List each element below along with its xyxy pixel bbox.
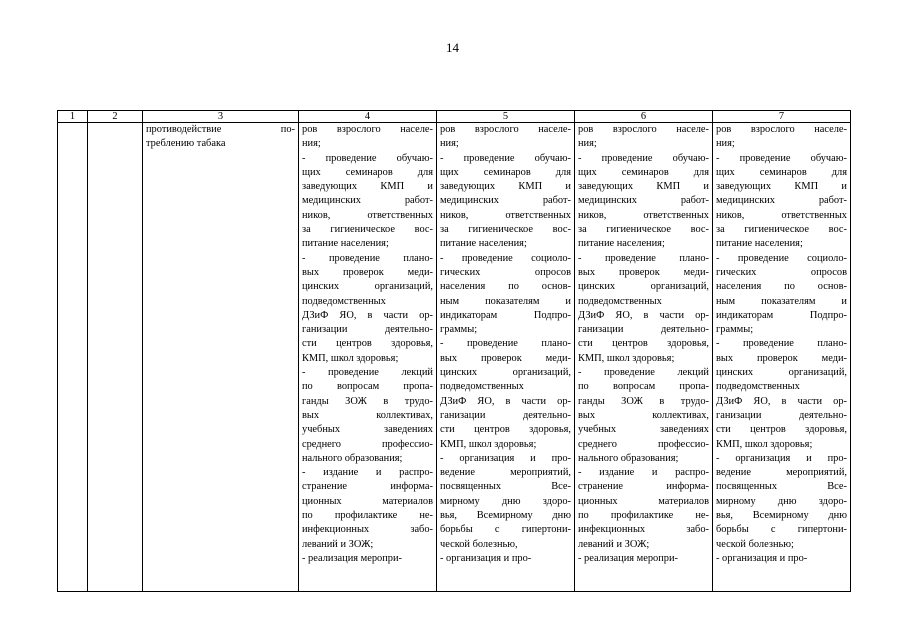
cell-text-line: щих семинаров для	[578, 166, 709, 178]
cell-col-1	[58, 123, 88, 592]
cell-text-line: ния;	[302, 138, 321, 150]
cell-text-line: по вопросам пропа-	[578, 381, 709, 393]
cell-text-line: - проведение обучаю-	[716, 152, 847, 164]
cell-col-4	[299, 123, 437, 592]
header-cell-6: 6	[575, 111, 713, 123]
cell-text-line: ционных материалов	[578, 495, 709, 507]
cell-text-line: борьбы с гипертони-	[716, 524, 847, 536]
cell-text-line: заведующих КМП и	[578, 181, 709, 193]
header-cell-4: 4	[299, 111, 437, 123]
cell-text-line: инфекционных забо-	[302, 524, 433, 536]
cell-text-line: цинских организаций,	[302, 281, 433, 293]
cell-text-line: - издание и распро-	[578, 467, 709, 479]
cell-text-line: странение информа-	[302, 481, 433, 493]
cell-text-line: среднего профессио-	[302, 438, 433, 450]
cell-text-line: сти центров здоровья,	[578, 338, 709, 350]
cell-text-line: ганизации деятельно-	[578, 324, 709, 336]
cell-col-2	[88, 123, 143, 592]
cell-text-line: по вопросам пропа-	[302, 381, 433, 393]
cell-text-line: ния;	[716, 138, 735, 150]
cell-text-line: КМП, школ здоровья;	[716, 438, 813, 450]
cell-text-line: ганды ЗОЖ в трудо-	[302, 395, 433, 407]
cell-text-line: щих семинаров для	[440, 166, 571, 178]
table-row	[58, 123, 851, 592]
header-cell-7: 7	[713, 111, 851, 123]
cell-text-line: ров взрослого населе-	[302, 124, 433, 135]
cell-text-line: - реализация меропри-	[578, 552, 679, 564]
cell-text-line: ров взрослого населе-	[578, 124, 709, 135]
cell-col-5	[437, 123, 575, 592]
cell-text-line: вых проверок меди-	[440, 352, 571, 364]
cell-text-line: ганизации деятельно-	[716, 409, 847, 421]
cell-text-line: за гигиеническое вос-	[716, 224, 847, 236]
header-cell-1: 1	[58, 111, 88, 123]
cell-text-line: мирному дню здоро-	[716, 495, 847, 507]
cell-text-line: заведующих КМП и	[302, 181, 433, 193]
cell-text-line: - проведение плано-	[440, 338, 571, 350]
cell-text-line: населения по основ-	[440, 281, 571, 293]
cell-text-line: среднего профессио-	[578, 438, 709, 450]
cell-text-line: КМП, школ здоровья;	[578, 352, 675, 364]
cell-text-line: за гигиеническое вос-	[440, 224, 571, 236]
cell-text-line: граммы;	[440, 324, 478, 336]
page-number: 14	[446, 40, 459, 55]
cell-text-line: медицинских работ-	[578, 195, 709, 207]
cell-text-line: учебных заведениях	[302, 424, 433, 436]
cell-text-line: ческой болезнью,	[440, 538, 518, 550]
cell-text-line: - проведение плано-	[578, 252, 709, 264]
cell-text-line: - организация и про-	[440, 552, 532, 564]
cell-text-line: ганды ЗОЖ в трудо-	[578, 395, 709, 407]
cell-text-line: КМП, школ здоровья;	[302, 352, 399, 364]
cell-text-line: питание населения;	[440, 238, 527, 250]
cell-text-line: индикаторам Подпро-	[440, 309, 571, 321]
cell-text-line: медицинских работ-	[440, 195, 571, 207]
cell-text-line: вых проверок меди-	[302, 266, 433, 278]
cell-text-line: вых проверок меди-	[716, 352, 847, 364]
cell-text-line: ведение мероприятий,	[440, 467, 571, 479]
cell-text-line: гических опросов	[716, 266, 847, 278]
cell-text-line: ДЗиФ ЯО, в части ор-	[440, 395, 571, 407]
cell-text-line: заведующих КМП и	[716, 181, 847, 193]
cell-text-line: - проведение обучаю-	[302, 152, 433, 164]
cell-text-line: вых проверок меди-	[578, 266, 709, 278]
cell-col-7	[713, 123, 851, 592]
cell-text-line: странение информа-	[578, 481, 709, 493]
cell-text-line: треблению табака	[146, 138, 226, 150]
cell-text-line: по профилактике не-	[302, 510, 433, 522]
cell-col-6	[575, 123, 713, 592]
cell-text-line: посвященных Все-	[440, 481, 571, 493]
cell-text-line: сти центров здоровья,	[440, 424, 571, 436]
cell-text-line: цинских организаций,	[716, 367, 847, 379]
cell-text-line: нального образования;	[302, 452, 403, 464]
cell-text-line: сти центров здоровья,	[302, 338, 433, 350]
cell-text-line: нального образования;	[578, 452, 679, 464]
cell-col-3	[143, 123, 299, 592]
cell-text-line: ческой болезнью;	[716, 538, 794, 550]
cell-text-line: ным показателям и	[440, 295, 571, 307]
cell-text-line: ДЗиФ ЯО, в части ор-	[578, 309, 709, 321]
cell-text-line: ДЗиФ ЯО, в части ор-	[716, 395, 847, 407]
cell-text-line: ния;	[578, 138, 597, 150]
cell-text-line: цинских организаций,	[440, 367, 571, 379]
cell-text-line: - издание и распро-	[302, 467, 433, 479]
cell-text-line: - проведение обучаю-	[440, 152, 571, 164]
cell-text-line: заведующих КМП и	[440, 181, 571, 193]
cell-text-line: ников, ответственных	[578, 209, 709, 221]
cell-text-line: подведомственных	[716, 381, 800, 393]
cell-text-line: ДЗиФ ЯО, в части ор-	[302, 309, 433, 321]
header-cell-5: 5	[437, 111, 575, 123]
cell-text-line: за гигиеническое вос-	[302, 224, 433, 236]
cell-text-line: вых коллективах,	[578, 409, 709, 421]
cell-text-line: сти центров здоровья,	[716, 424, 847, 436]
cell-text-line: вых коллективах,	[302, 409, 433, 421]
cell-text-line: мирному дню здоро-	[440, 495, 571, 507]
header-cell-3: 3	[143, 111, 299, 123]
cell-text-line: - проведение плано-	[716, 338, 847, 350]
cell-text-line: борьбы с гипертони-	[440, 524, 571, 536]
cell-text-line: медицинских работ-	[716, 195, 847, 207]
cell-text-line: цинских организаций,	[578, 281, 709, 293]
cell-text-line: ников, ответственных	[716, 209, 847, 221]
cell-text-line: - организация и про-	[716, 552, 808, 564]
cell-text-line: щих семинаров для	[716, 166, 847, 178]
cell-text-line: питание населения;	[716, 238, 803, 250]
cell-text-line: - организация и про-	[716, 452, 847, 464]
cell-text-line: подведомственных	[578, 295, 662, 307]
cell-text-line: подведомственных	[440, 381, 524, 393]
header-row	[58, 111, 851, 123]
cell-text-line: - проведение плано-	[302, 252, 433, 264]
cell-text-line: по профилактике не-	[578, 510, 709, 522]
cell-text-line: ров взрослого населе-	[440, 124, 571, 135]
cell-text-line: ганизации деятельно-	[440, 409, 571, 421]
cell-text-line: - проведение социоло-	[440, 252, 571, 264]
cell-text-line: - проведение социоло-	[716, 252, 847, 264]
cell-text-line: посвященных Все-	[716, 481, 847, 493]
cell-text-line: за гигиеническое вос-	[578, 224, 709, 236]
cell-text-line: - проведение обучаю-	[578, 152, 709, 164]
cell-text-line: питание населения;	[302, 238, 389, 250]
cell-text-line: - организация и про-	[440, 452, 571, 464]
cell-text-line: леваний и ЗОЖ;	[302, 538, 374, 550]
cell-text-line: гических опросов	[440, 266, 571, 278]
cell-text-line: инфекционных забо-	[578, 524, 709, 536]
cell-text-line: противодействие по-	[146, 124, 295, 135]
cell-text-line: - реализация меропри-	[302, 552, 403, 564]
cell-text-line: питание населения;	[578, 238, 665, 250]
cell-text-line: индикаторам Подпро-	[716, 309, 847, 321]
cell-text-line: ведение мероприятий,	[716, 467, 847, 479]
cell-text-line: леваний и ЗОЖ;	[578, 538, 650, 550]
cell-text-line: вья, Всемирному дню	[716, 510, 847, 522]
cell-text-line: вья, Всемирному дню	[440, 510, 571, 522]
cell-text-line: ния;	[440, 138, 459, 150]
cell-text-line: - проведение лекций	[302, 367, 433, 379]
cell-text-line: щих семинаров для	[302, 166, 433, 178]
cell-text-line: подведомственных	[302, 295, 386, 307]
header-cell-2: 2	[88, 111, 143, 123]
cell-text-line: ным показателям и	[716, 295, 847, 307]
measures-table	[57, 110, 851, 592]
cell-text-line: граммы;	[716, 324, 754, 336]
cell-text-line: ров взрослого населе-	[716, 124, 847, 135]
cell-text-line: ганизации деятельно-	[302, 324, 433, 336]
cell-text-line: медицинских работ-	[302, 195, 433, 207]
cell-text-line: КМП, школ здоровья;	[440, 438, 537, 450]
cell-text-line: учебных заведениях	[578, 424, 709, 436]
cell-text-line: ников, ответственных	[302, 209, 433, 221]
cell-text-line: ционных материалов	[302, 495, 433, 507]
cell-text-line: ников, ответственных	[440, 209, 571, 221]
cell-text-line: - проведение лекций	[578, 367, 709, 379]
cell-text-line: населения по основ-	[716, 281, 847, 293]
